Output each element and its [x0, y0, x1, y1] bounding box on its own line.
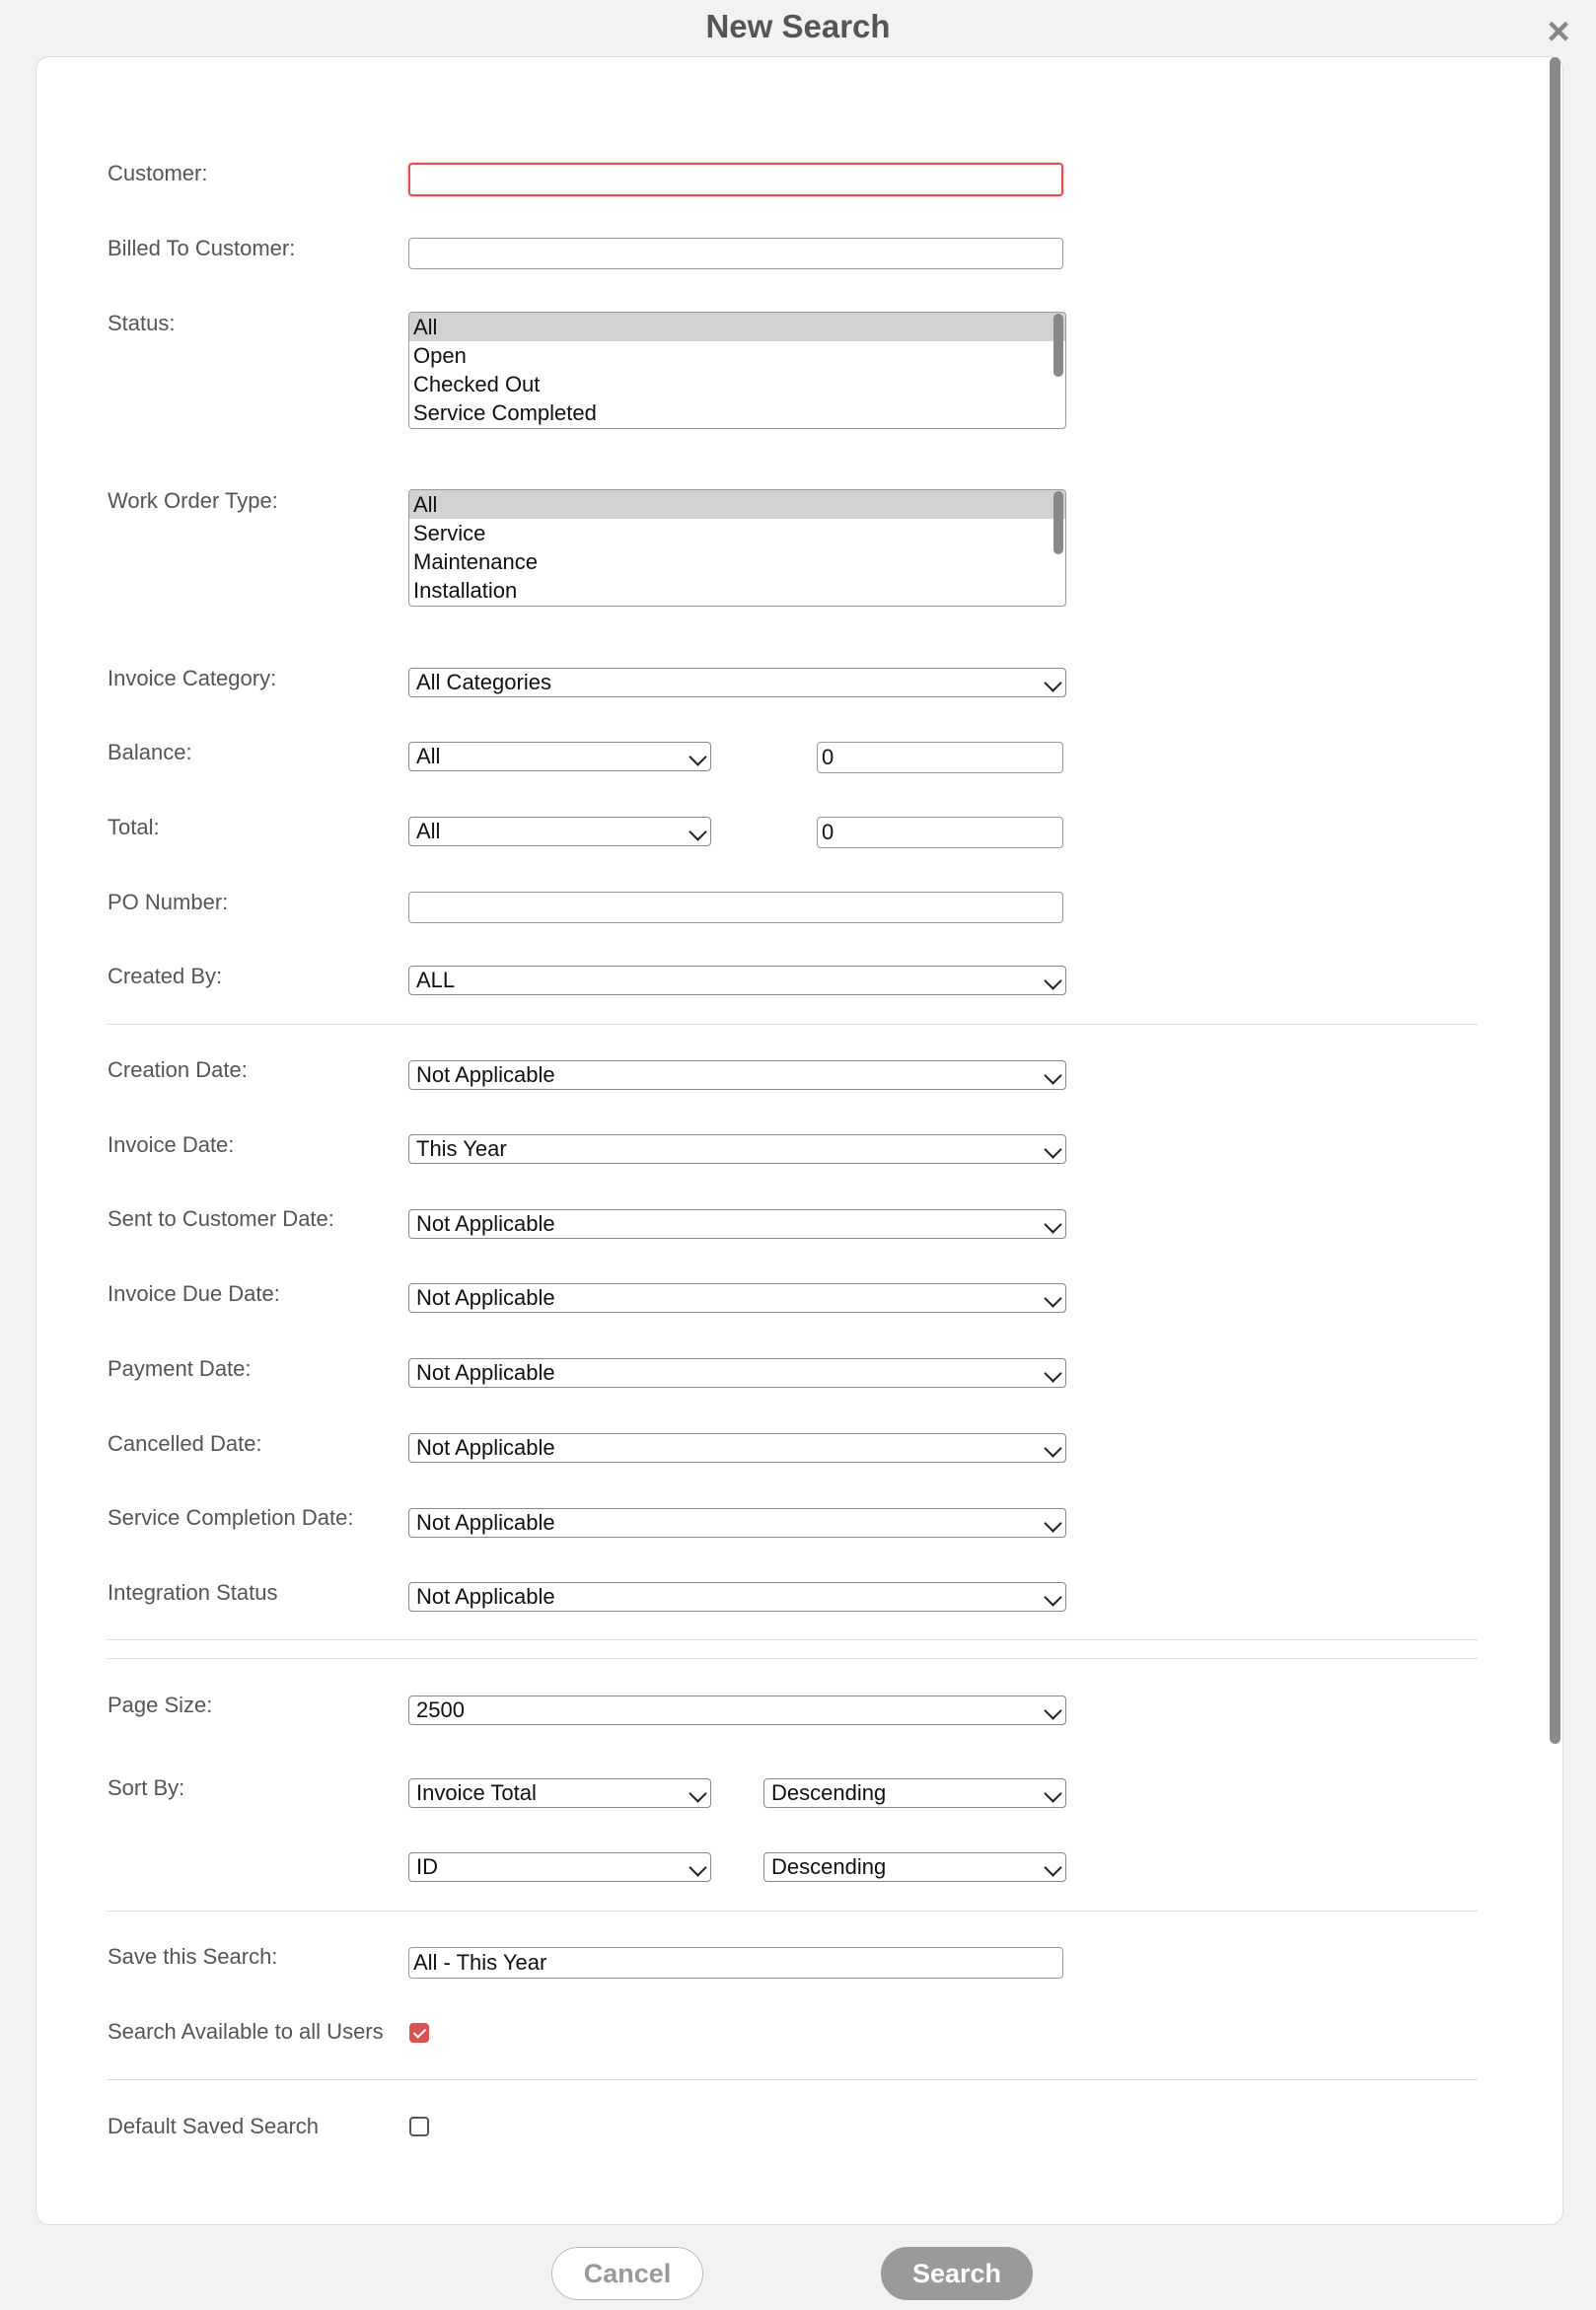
cancel-button[interactable]: Cancel: [551, 2247, 703, 2300]
chevron-down-icon: [1044, 1439, 1061, 1457]
section-divider: [108, 1639, 1478, 1640]
customer-input[interactable]: [408, 163, 1063, 196]
integration-status-select[interactable]: [408, 1582, 1066, 1612]
invoice-category-label: Invoice Category:: [108, 666, 277, 690]
sort-primary-field-select[interactable]: [408, 1778, 711, 1808]
chevron-down-icon: [1044, 674, 1061, 691]
save-search-label: Save this Search:: [108, 1944, 278, 1969]
balance-operator-select[interactable]: [408, 742, 711, 771]
total-operator-value: All: [416, 819, 441, 843]
chevron-down-icon: [1044, 1215, 1061, 1233]
available-all-users-checkbox[interactable]: [409, 2023, 429, 2043]
cancelled-date-select[interactable]: [408, 1433, 1066, 1463]
status-option[interactable]: Service Completed: [413, 400, 597, 425]
created-by-value: ALL: [416, 968, 456, 992]
work-order-type-listbox-scrollbar[interactable]: [1053, 491, 1063, 554]
invoice-due-date-select[interactable]: [408, 1283, 1066, 1313]
sent-to-customer-date-value: Not Applicable: [416, 1211, 555, 1236]
chevron-down-icon: [1044, 1588, 1061, 1606]
sort-primary-order-value: Descending: [771, 1780, 887, 1805]
payment-date-label: Payment Date:: [108, 1356, 252, 1381]
sort-primary-field-value: Invoice Total: [416, 1780, 537, 1805]
creation-date-label: Creation Date:: [108, 1057, 248, 1082]
page-size-label: Page Size:: [108, 1693, 213, 1717]
customer-label: Customer:: [108, 161, 208, 185]
integration-status-label: Integration Status: [108, 1580, 278, 1605]
invoice-date-select[interactable]: [408, 1134, 1066, 1164]
default-saved-search-label: Default Saved Search: [108, 2114, 320, 2138]
status-option[interactable]: Checked Out: [413, 372, 541, 397]
chevron-down-icon: [1044, 1364, 1061, 1382]
sort-secondary-order-value: Descending: [771, 1854, 887, 1879]
chevron-down-icon: [1044, 972, 1061, 989]
chevron-down-icon: [689, 1858, 706, 1876]
chevron-down-icon: [1044, 1784, 1061, 1802]
work-order-type-option[interactable]: All: [409, 490, 1065, 519]
status-listbox[interactable]: [408, 312, 1066, 429]
payment-date-select[interactable]: [408, 1358, 1066, 1388]
chevron-down-icon: [1044, 1858, 1061, 1876]
balance-amount-input[interactable]: [817, 742, 1063, 773]
sort-by-label: Sort By:: [108, 1775, 185, 1800]
cancelled-date-label: Cancelled Date:: [108, 1431, 262, 1456]
search-button[interactable]: Search: [881, 2247, 1033, 2300]
billed-to-customer-input[interactable]: [408, 238, 1063, 269]
creation-date-value: Not Applicable: [416, 1062, 555, 1087]
available-all-users-label: Search Available to all Users: [108, 2019, 384, 2044]
chevron-down-icon: [689, 823, 706, 840]
sort-secondary-order-select[interactable]: [763, 1852, 1066, 1882]
section-divider: [108, 1911, 1478, 1912]
po-number-input[interactable]: [408, 892, 1063, 923]
page-size-value: 2500: [416, 1697, 465, 1722]
balance-label: Balance:: [108, 740, 192, 764]
sent-to-customer-date-label: Sent to Customer Date:: [108, 1206, 334, 1231]
status-option[interactable]: All: [409, 313, 1065, 341]
sent-to-customer-date-select[interactable]: [408, 1209, 1066, 1239]
sort-secondary-field-value: ID: [416, 1854, 438, 1879]
total-amount-input[interactable]: [817, 817, 1063, 848]
service-completion-date-select[interactable]: [408, 1508, 1066, 1538]
section-divider: [108, 1658, 1478, 1659]
close-icon[interactable]: ×: [1547, 10, 1570, 53]
invoice-category-select[interactable]: [408, 668, 1066, 697]
section-divider: [108, 2079, 1478, 2080]
work-order-type-option[interactable]: Service: [413, 521, 486, 545]
sort-primary-order-select[interactable]: [763, 1778, 1066, 1808]
created-by-select[interactable]: [408, 966, 1066, 995]
invoice-date-label: Invoice Date:: [108, 1132, 235, 1157]
payment-date-value: Not Applicable: [416, 1360, 555, 1385]
cancelled-date-value: Not Applicable: [416, 1435, 555, 1460]
chevron-down-icon: [1044, 1701, 1061, 1719]
invoice-date-value: This Year: [416, 1136, 507, 1161]
invoice-due-date-value: Not Applicable: [416, 1285, 555, 1310]
status-option[interactable]: Open: [413, 343, 467, 368]
chevron-down-icon: [1044, 1140, 1061, 1158]
sort-secondary-field-select[interactable]: [408, 1852, 711, 1882]
work-order-type-label: Work Order Type:: [108, 488, 278, 513]
save-search-input[interactable]: [408, 1947, 1063, 1979]
chevron-down-icon: [689, 748, 706, 765]
work-order-type-option[interactable]: Maintenance: [413, 549, 538, 574]
page-size-select[interactable]: [408, 1696, 1066, 1725]
status-listbox-scrollbar[interactable]: [1053, 314, 1063, 377]
chevron-down-icon: [1044, 1066, 1061, 1084]
creation-date-select[interactable]: [408, 1060, 1066, 1090]
default-saved-search-checkbox[interactable]: [409, 2117, 429, 2136]
billed-to-customer-label: Billed To Customer:: [108, 236, 296, 260]
service-completion-date-value: Not Applicable: [416, 1510, 555, 1535]
section-divider: [108, 1024, 1478, 1025]
total-operator-select[interactable]: [408, 817, 711, 846]
work-order-type-listbox[interactable]: [408, 489, 1066, 607]
balance-operator-value: All: [416, 744, 441, 768]
invoice-category-value: All Categories: [416, 670, 551, 694]
invoice-due-date-label: Invoice Due Date:: [108, 1281, 280, 1306]
total-label: Total:: [108, 815, 160, 839]
service-completion-date-label: Service Completion Date:: [108, 1505, 354, 1530]
chevron-down-icon: [1044, 1514, 1061, 1532]
work-order-type-option[interactable]: Installation: [413, 578, 518, 603]
vertical-scrollbar-thumb[interactable]: [1550, 57, 1560, 1744]
status-label: Status:: [108, 311, 176, 335]
chevron-down-icon: [689, 1784, 706, 1802]
dialog-title: New Search: [705, 8, 891, 44]
created-by-label: Created By:: [108, 964, 223, 988]
chevron-down-icon: [1044, 1289, 1061, 1307]
po-number-label: PO Number:: [108, 890, 229, 914]
integration-status-value: Not Applicable: [416, 1584, 555, 1609]
